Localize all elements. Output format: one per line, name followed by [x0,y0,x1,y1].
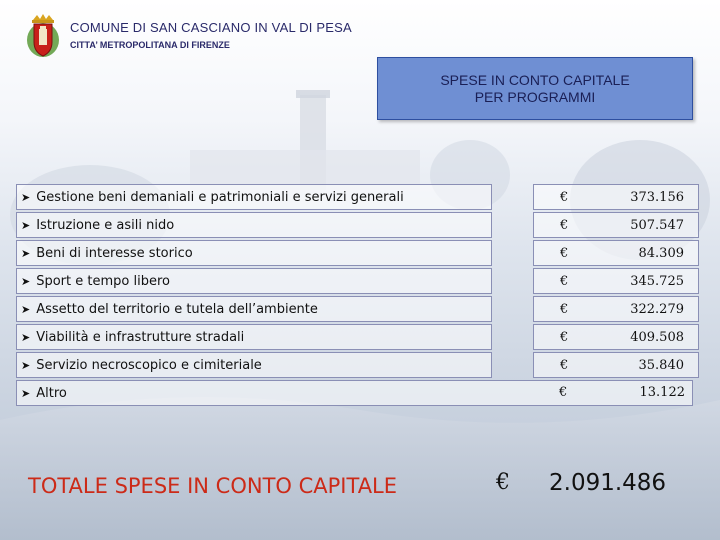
program-amount-box [533,184,699,210]
total-label: TOTALE SPESE IN CONTO CAPITALE [28,474,398,498]
program-amount-box [533,324,699,350]
program-amount: 84.309 [638,246,684,261]
program-label: Istruzione e asili nido [36,217,175,233]
program-row [16,240,699,266]
heading-line-2: PER PROGRAMMI [474,88,596,105]
program-row [16,380,699,406]
program-amount: 507.547 [630,218,684,233]
program-amount-box [533,212,699,238]
municipality-crest-icon [26,14,60,58]
program-row [16,296,699,322]
municipality-name: COMUNE DI SAN CASCIANO IN VAL DI PESA [70,20,352,35]
program-label: Servizio necroscopico e cimiteriale [36,357,262,373]
currency-symbol: € [560,274,569,289]
program-row [16,212,699,238]
program-amount-box [533,240,699,266]
program-label-box [16,352,492,378]
program-amount-box [533,380,699,406]
bullet-arrow-icon: ➤ [21,386,31,400]
bullet-arrow-icon: ➤ [21,246,31,260]
program-amount-box [533,268,699,294]
heading-line-1: SPESE IN CONTO CAPITALE [440,71,630,88]
program-label-box [16,184,492,210]
program-amount: 13.122 [639,385,685,400]
program-label-box [16,324,492,350]
section-heading [377,57,693,120]
program-row [16,352,699,378]
currency-symbol: € [560,246,569,261]
program-amount-box [533,352,699,378]
program-row [16,268,699,294]
program-label: Viabilità e infrastrutture stradali [36,329,245,345]
total-amount: 2.091.486 [549,470,667,496]
program-amount: 373.156 [630,190,684,205]
program-label-box [16,268,492,294]
bullet-arrow-icon: ➤ [21,358,31,372]
program-label: Gestione beni demaniali e patrimoniali e servizi generali [36,189,404,205]
currency-symbol: € [560,302,569,317]
program-row [16,184,699,210]
total-currency-symbol: € [496,470,510,495]
currency-symbol: € [560,218,569,233]
program-amount: 322.279 [630,302,684,317]
bullet-arrow-icon: ➤ [21,190,31,204]
program-label-box [16,240,492,266]
bullet-arrow-icon: ➤ [21,302,31,316]
program-label: Assetto del territorio e tutela dell’ambiente [36,301,318,317]
metropolitan-city-label: CITTA’ METROPOLITANA DI FIRENZE [70,40,230,50]
program-label: Beni di interesse storico [36,245,193,261]
program-label-box [16,296,492,322]
program-label: Altro [36,385,67,401]
currency-symbol: € [560,190,569,205]
program-row [16,324,699,350]
program-amount: 35.840 [638,358,684,373]
program-amount: 345.725 [630,274,684,289]
program-label-box [16,212,492,238]
currency-symbol: € [560,330,569,345]
currency-symbol: € [559,385,568,400]
program-amount-box [533,296,699,322]
bullet-arrow-icon: ➤ [21,274,31,288]
program-label: Sport e tempo libero [36,273,170,289]
bullet-arrow-icon: ➤ [21,330,31,344]
bullet-arrow-icon: ➤ [21,218,31,232]
program-amount: 409.508 [630,330,684,345]
currency-symbol: € [560,358,569,373]
